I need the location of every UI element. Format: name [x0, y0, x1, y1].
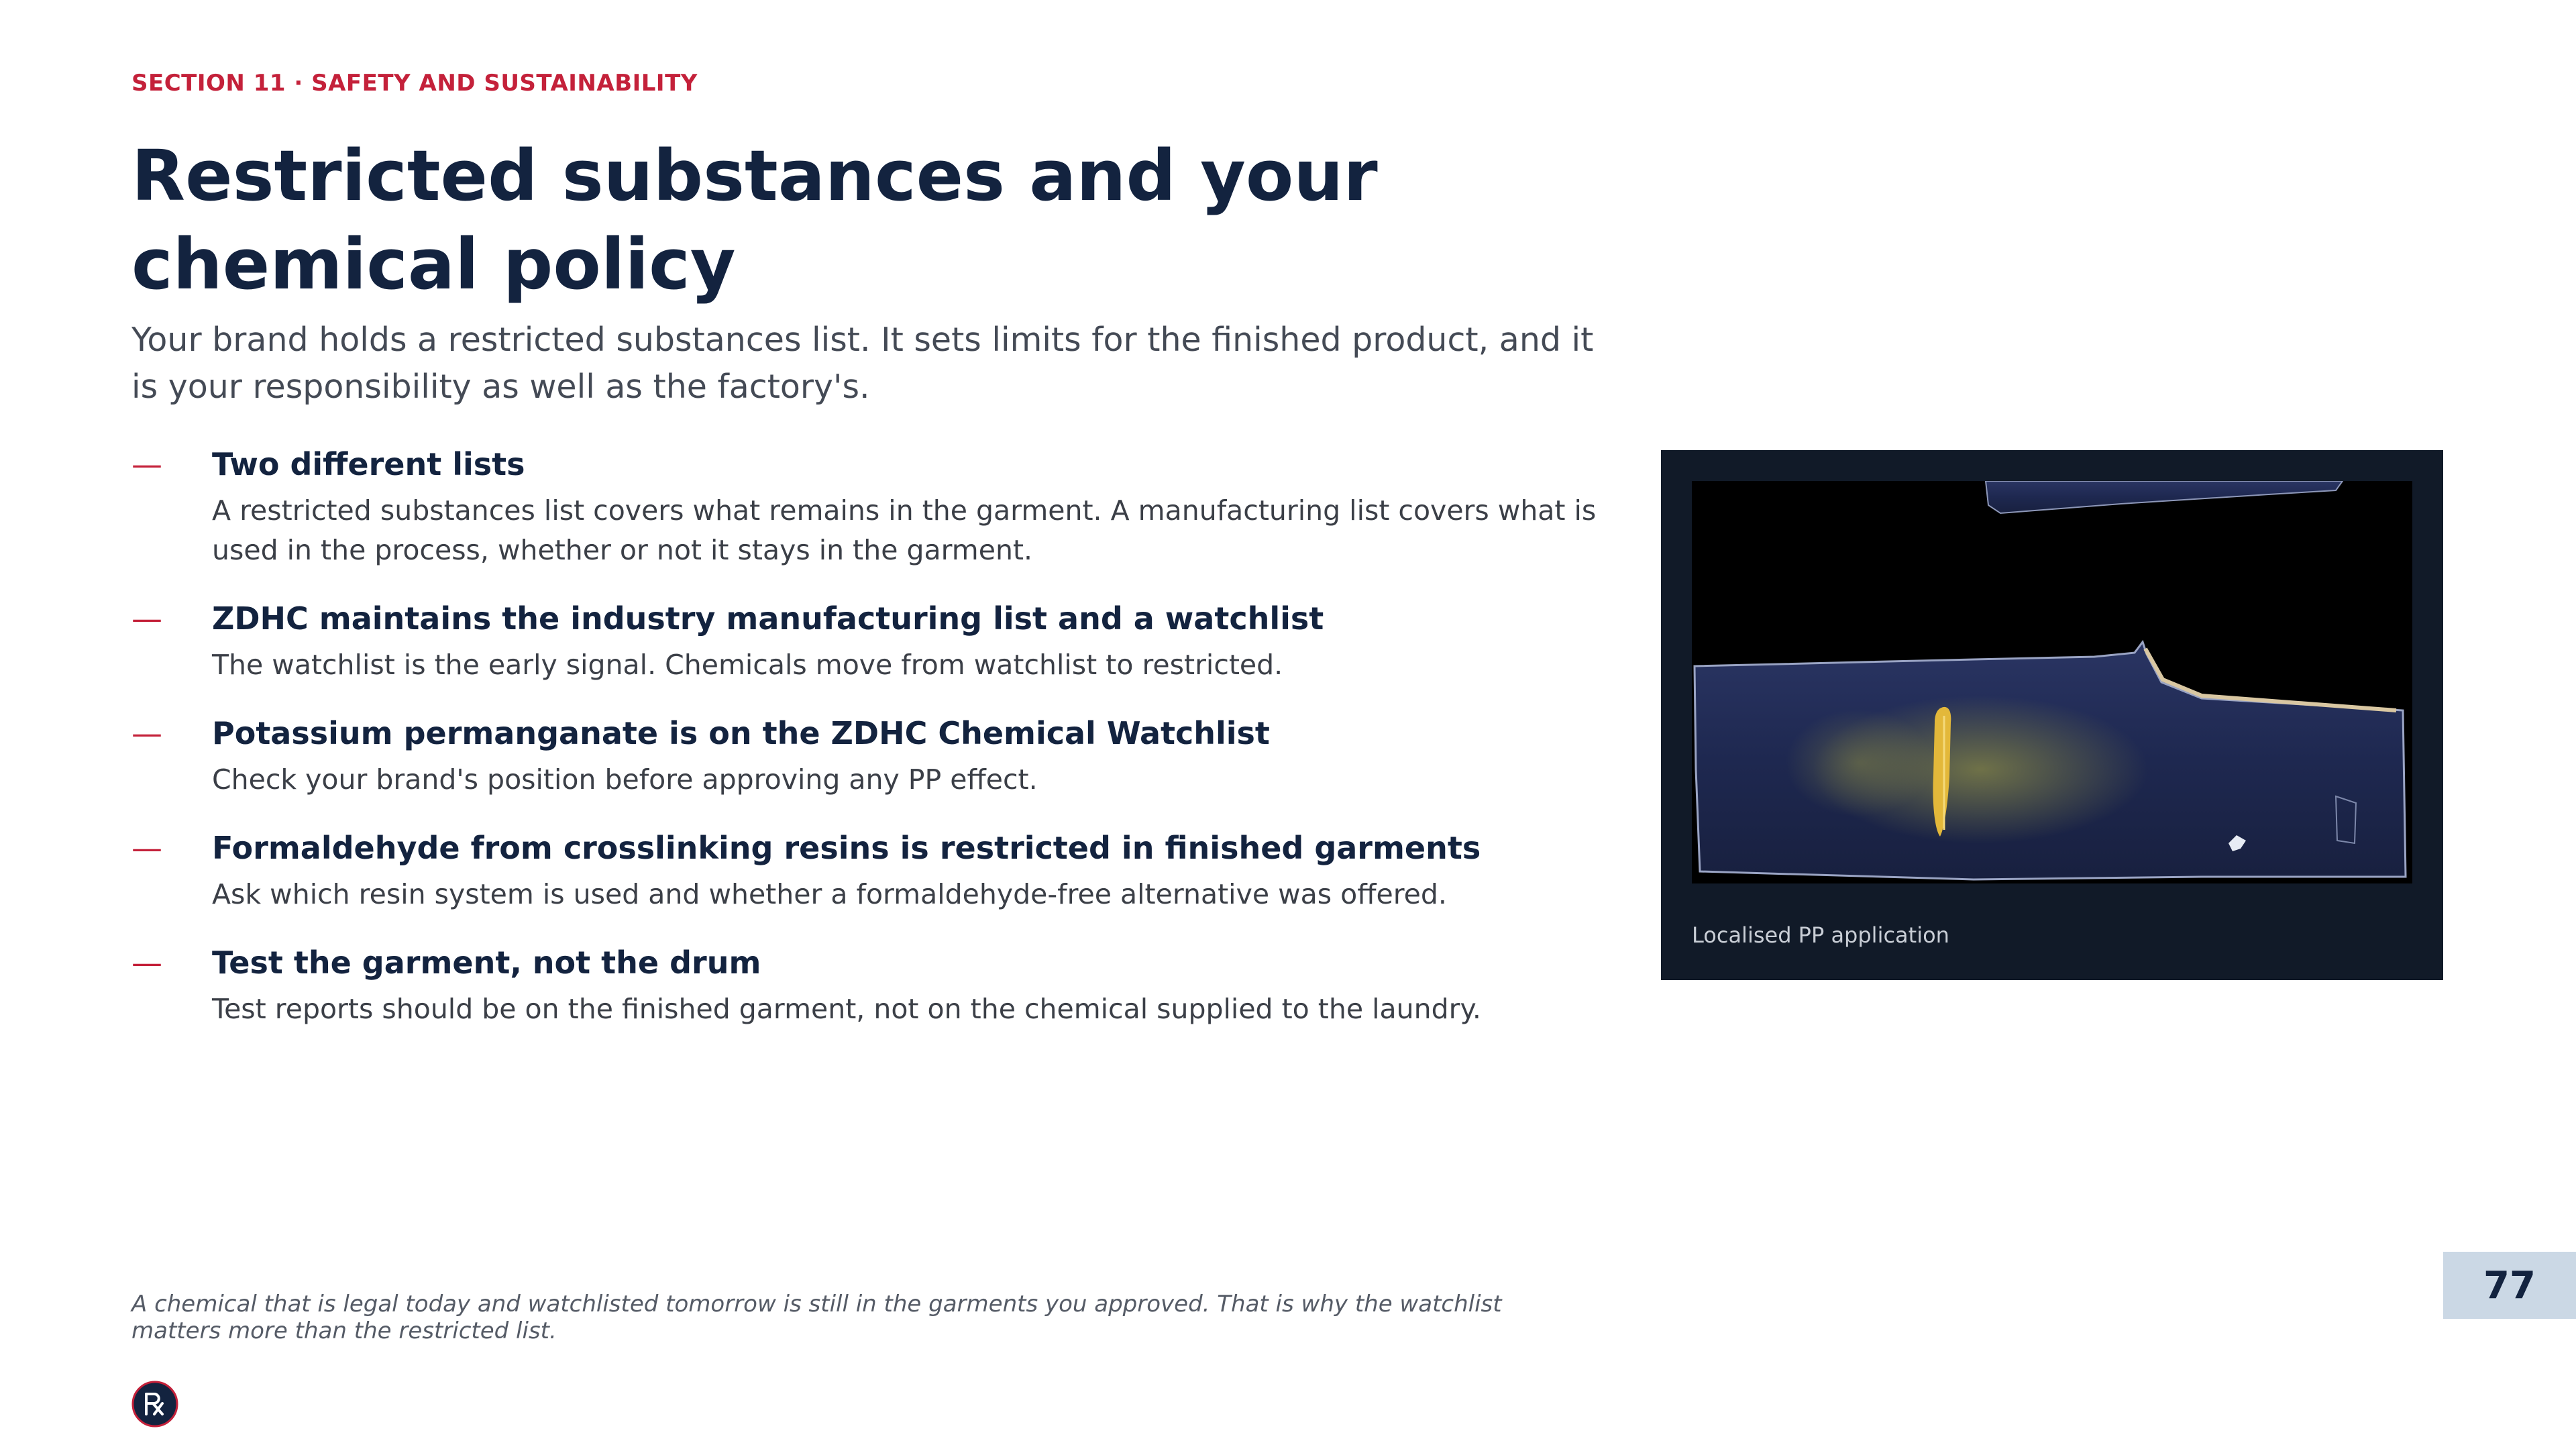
list-item [131, 443, 1634, 570]
dash-bullet: — [131, 446, 162, 482]
point-heading: Formaldehyde from crosslinking resins is restricted in finished garments [212, 830, 1481, 866]
point-body: Test reports should be on the finished garment, not on the chemical supplied to the laundry. [212, 993, 1481, 1025]
list-item [131, 826, 1634, 914]
figure-caption: Localised PP application [1692, 922, 1949, 948]
point-body: The watchlist is the early signal. Chemicals move from watchlist to restricted. [212, 649, 1283, 681]
dash-bullet: — [131, 830, 162, 866]
page-title: Restricted substances and your chemical policy [131, 135, 1378, 305]
footer-note: A chemical that is legal today and watchlisted tomorrow is still in the garments you approved. That is why the watchlist matters more than the restricted list. [131, 1291, 1502, 1344]
point-heading: Potassium permanganate is on the ZDHC Chemical Watchlist [212, 715, 1270, 751]
figure-panel [1661, 450, 2443, 980]
page-number: 77 [2443, 1252, 2576, 1319]
section-label: SECTION 11 · SAFETY AND SUSTAINABILITY [131, 70, 698, 97]
list-item [131, 941, 1634, 1029]
dash-bullet: — [131, 715, 162, 751]
dash-bullet: — [131, 600, 162, 637]
rx-logo-icon [131, 1381, 178, 1428]
list-item [131, 597, 1634, 685]
point-heading: ZDHC maintains the industry manufacturing list and a watchlist [212, 600, 1324, 637]
dash-bullet: — [131, 945, 162, 981]
point-body: Check your brand's position before approving any PP effect. [212, 763, 1038, 796]
point-body: A restricted substances list covers what remains in the garment. A manufacturing list covers what is used in the process, whether or not it stays in the garment. [212, 494, 1597, 566]
point-heading: Test the garment, not the drum [212, 945, 761, 981]
list-item [131, 712, 1634, 800]
point-body: Ask which resin system is used and whether a formaldehyde-free alternative was offered. [212, 878, 1447, 910]
point-heading: Two different lists [212, 446, 525, 482]
denim-jeans-photo [1692, 481, 2412, 883]
denim-jeans-illustration [1692, 481, 2412, 883]
key-points-list [131, 443, 1634, 1056]
page-subtitle: Your brand holds a restricted substances list. It sets limits for the finished product, and it is your responsibility as well as the factory's. [131, 321, 1594, 406]
